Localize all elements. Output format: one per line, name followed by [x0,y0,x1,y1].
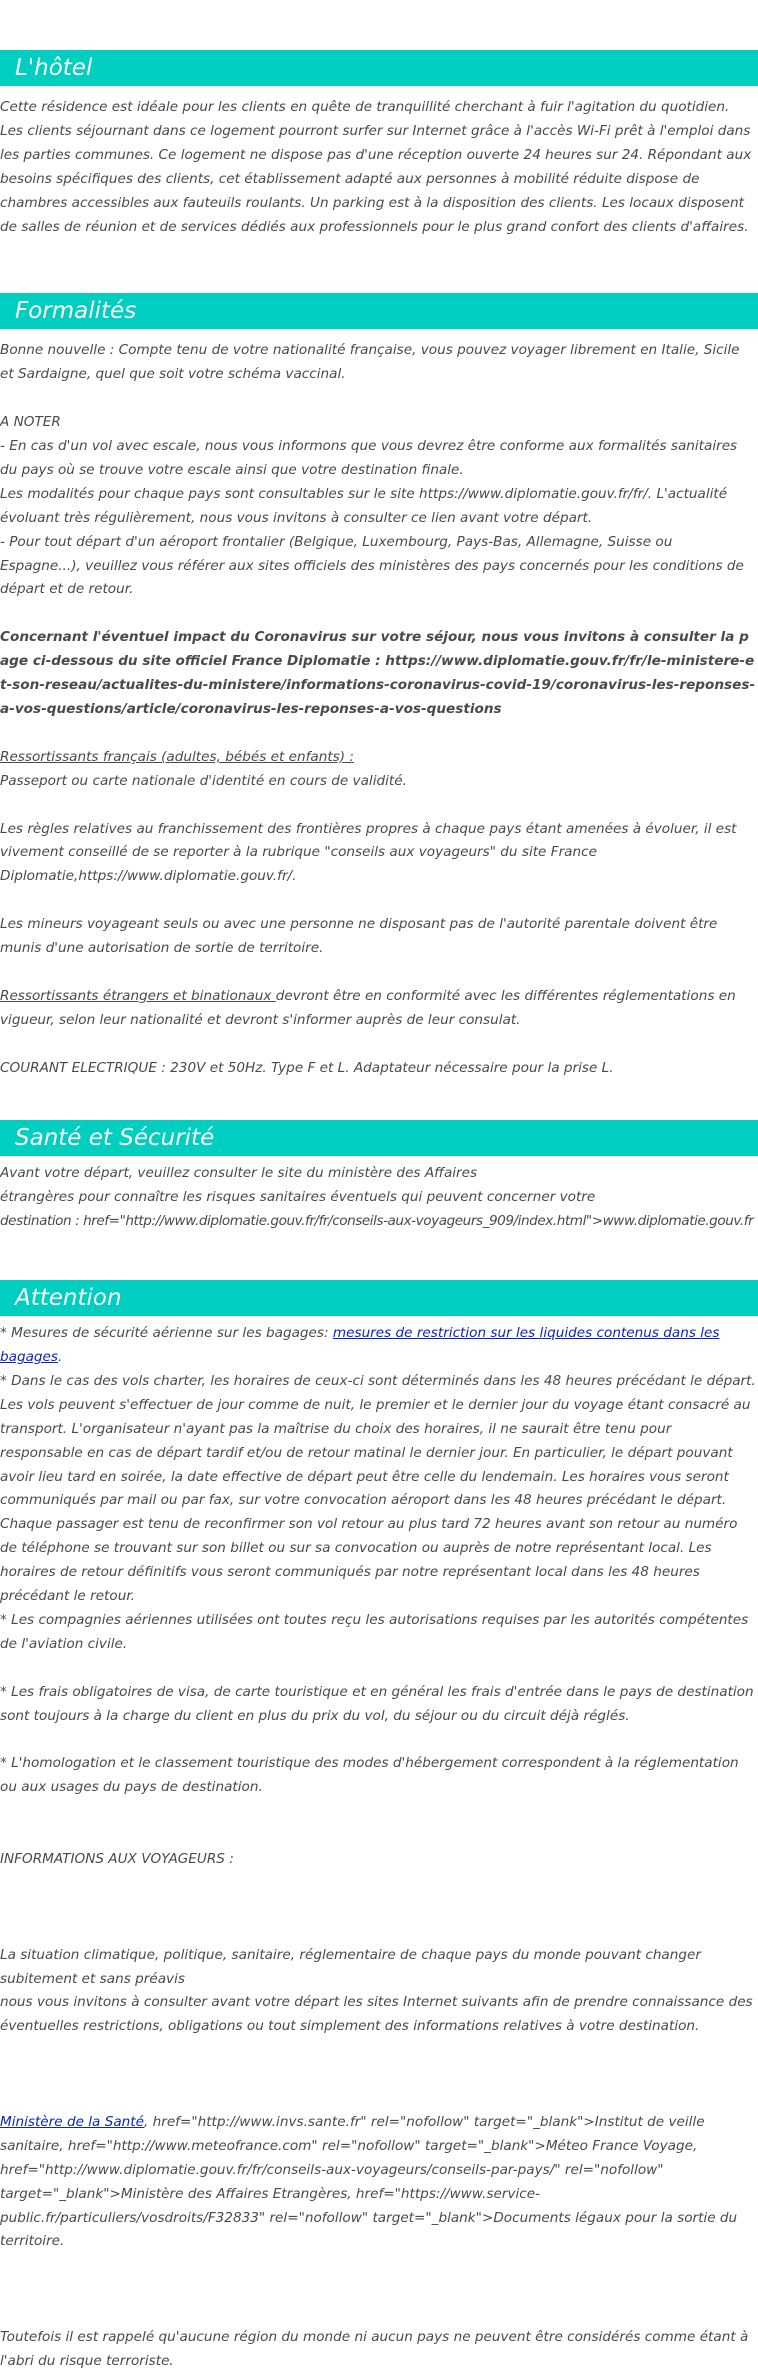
risque-terroriste: Toutefois il est rappelé qu'aucune région du monde ni aucun pays ne peuvent être considérés comme étant à l'abri du risque terroriste. [0,2329,749,2369]
hotel-section-header [0,50,758,86]
hotel-section-title: L'hôtel [15,55,93,81]
covid-notice: Concernant l'éventuel impact du Coronavirus sur votre séjour, nous vous invitons à consulter la page ci-dessous du site officiel France Diplomatie : https://www.diplomatie.gouv.fr/fr/le-ministere-et-son-reseau/actualites-du-ministere/informations-coronavirus-covid-19/coronavirus-les-reponses-a-vos-questions/article/coronavirus-les-reponses-a-vos-questions [0,629,756,717]
top-spacer [0,0,758,50]
sante-line-1: Avant votre départ, veuillez consulter le site du ministère des Affaires [0,1165,478,1182]
liquides-restriction-link[interactable]: mesures de restriction sur les liquides contenus dans les bagages [0,1325,720,1366]
mesures-suffix: . [58,1349,63,1366]
noter-escale: - En cas d'un vol avec escale, nous vous informons que vous devrez être conforme aux formalités sanitaires du pays où se trouve votre escale ainsi que votre destination finale. [0,438,738,478]
sante-section-header [0,1120,758,1156]
sites-utiles-text: , href="http://www.invs.sante.fr" rel="nofollow" target="_blank">Institut de veille sanitaire, href="http://www.meteofrance.com" rel="nofollow" target="_blank">Méteo France Voyage, href="http://www.diplomatie.gouv.fr/fr/conseils-aux-voyageurs/conseils-par-pays/" rel="nofollow" target="_blank">Ministère des Affaires Etrangères, href="https://www.service-public.fr/particuliers/vosdroits/F32833" rel="nofollow" target="_blank">Documents légaux pour la sortie du territoire. [0,2113,738,2250]
ressortissants-label: Ressortissants français (adultes, bébés et enfants) : [0,748,354,765]
hotel-description: Cette résidence est idéale pour les clients en quête de tranquillité cherchant à fuir l'agitation du quotidien. Les clients séjournant dans ce logement pourront surfer sur Internet grâce à l'accès Wi-Fi prêt à l'emploi dans les parties communes. Ce logement ne dispose pas d'une réception ouverte 24 heures sur 24. Répondant aux besoins spécifiques des clients, cet établissement adapté aux personnes à mobilité réduite dispose de chambres accessibles aux fauteuils roulants. Un parking est à la disposition des clients. Les locaux disposent de salles de réunion et de services dédiés aux professionnels pour le plus grand confort des clients d'affaires. [0,99,752,235]
homologation: * L'homologation et le classement touristique des modes d'hébergement correspondent à la réglementation ou aux usages du pays de destination. [0,1755,739,1796]
formalites-section-title: Formalités [15,298,137,325]
formalites-intro: Bonne nouvelle : Compte tenu de votre nationalité française, vous pouvez voyager librement en Italie, Sicile et Sardaigne, quel que soit votre schéma vaccinal. [0,342,740,383]
etrangers-text: devront être en conformité avec les différentes réglementations en vigueur, selon leur nationalité et devront s'informer auprès de leur consulat. [0,987,736,1028]
mesures-prefix: * Mesures de sécurité aérienne sur les bagages: [0,1325,333,1342]
ministere-sante-link[interactable]: Ministère de la Santé [0,2113,144,2130]
sante-line-3: destination : href="http://www.diplomatie.gouv.fr/fr/conseils-aux-voyageurs_909/index.html">www.diplomatie.gouv.fr [0,1213,754,1230]
attention-section-title: Attention [15,1285,122,1312]
attention-section-header [0,1280,758,1316]
sites-utiles [0,2111,758,2254]
mineurs-notice: Les mineurs voyageant seuls ou avec une personne ne disposant pas de l'autorité parentale doivent être munis d'une autorisation de sortie de territoire. [0,916,718,957]
compagnies-aeriennes: * Les compagnies aériennes utilisées ont toutes reçu les autorisations requises par les autorités compétentes de l'aviation civile. [0,1612,749,1652]
regles-frontieres: Les règles relatives au franchissement des frontières propres à chaque pays étant amenées à évoluer, il est vivement conseillé de se reporter à la rubrique "conseils aux voyageurs" du site France Diplomatie,https://www.diplomatie.gouv.fr/. [0,820,737,885]
infos-voyageurs-title: INFORMATIONS AUX VOYAGEURS : [0,1851,234,1868]
etrangers-notice [0,985,758,1033]
frais-obligatoires: * Les frais obligatoires de visa, de carte touristique et en général les frais d'entrée dans le pays de destination sont toujours à la charge du client en plus du prix du vol, du séjour ou du circuit déjà réglés. [0,1683,754,1724]
noter-modalites: Les modalités pour chaque pays sont consultables sur le site https://www.diplomatie.gouv.fr/fr/. L'actualité évoluant très régulièrement, nous vous invitons à consulter ce lien avant votre départ. [0,485,728,526]
formalites-section-header [0,293,758,329]
vols-charter: * Dans le cas des vols charter, les horaires de ceux-ci sont déterminés dans les 48 heures précédant le départ. Les vols peuvent s'effectuer de jour comme de nuit, le premier et le dernier jour du voyage étant consacré au transport. L'organisateur n'ayant pas la maîtrise du choix des horaires, il ne saurait être tenu pour responsable en cas de départ tardif et/ou de retour matinal le dernier jour. En particulier, le départ pouvant avoir lieu tard en soirée, la date effective de départ peut être celle du lendemain. Les horaires vous seront communiqués par mail ou par fax, sur votre convocation aéroport dans les 48 heures précédant le départ. Chaque passager est tenu de reconfirmer son vol retour au plus tard 72 heures avant son retour au numéro de téléphone se trouvant sur son billet ou sur sa convocation ou auprès de notre représentant local. Les horaires de retour définitifs vous seront communiqués par notre représentant local dans les 48 heures précédant le retour. [0,1372,756,1605]
sante-section-title: Santé et Sécurité [15,1125,215,1152]
noter-aeroport-frontalier: - Pour tout départ d'un aéroport frontalier (Belgique, Luxembourg, Pays-Bas, Allemagne, Suisse ou Espagne...), veuillez vous référer aux sites officiels des ministères des pays concernés pour les conditions de départ et de retour. [0,533,744,598]
situation-line-1: La situation climatique, politique, sanitaire, réglementaire de chaque pays du monde pouvant changer subitement et sans préavis [0,1946,701,1987]
etrangers-label: Ressortissants étrangers et binationaux [0,987,276,1004]
courant-electrique: COURANT ELECTRIQUE : 230V et 50Hz. Type F et L. Adaptateur nécessaire pour la prise L. [0,1059,614,1076]
sante-line-2: étrangères pour connaître les risques sanitaires éventuels qui peuvent concerner votre [0,1189,596,1206]
noter-title: A NOTER [0,414,61,431]
situation-line-2: nous vous invitons à consulter avant votre départ les sites Internet suivants afin de prendre connaissance des éventuelles restrictions, obligations ou tout simplement des informations relatives à votre destination. [0,1994,753,2035]
mesures-securite [0,1322,758,1370]
ressortissants-text: Passeport ou carte nationale d'identité en cours de validité. [0,772,407,789]
